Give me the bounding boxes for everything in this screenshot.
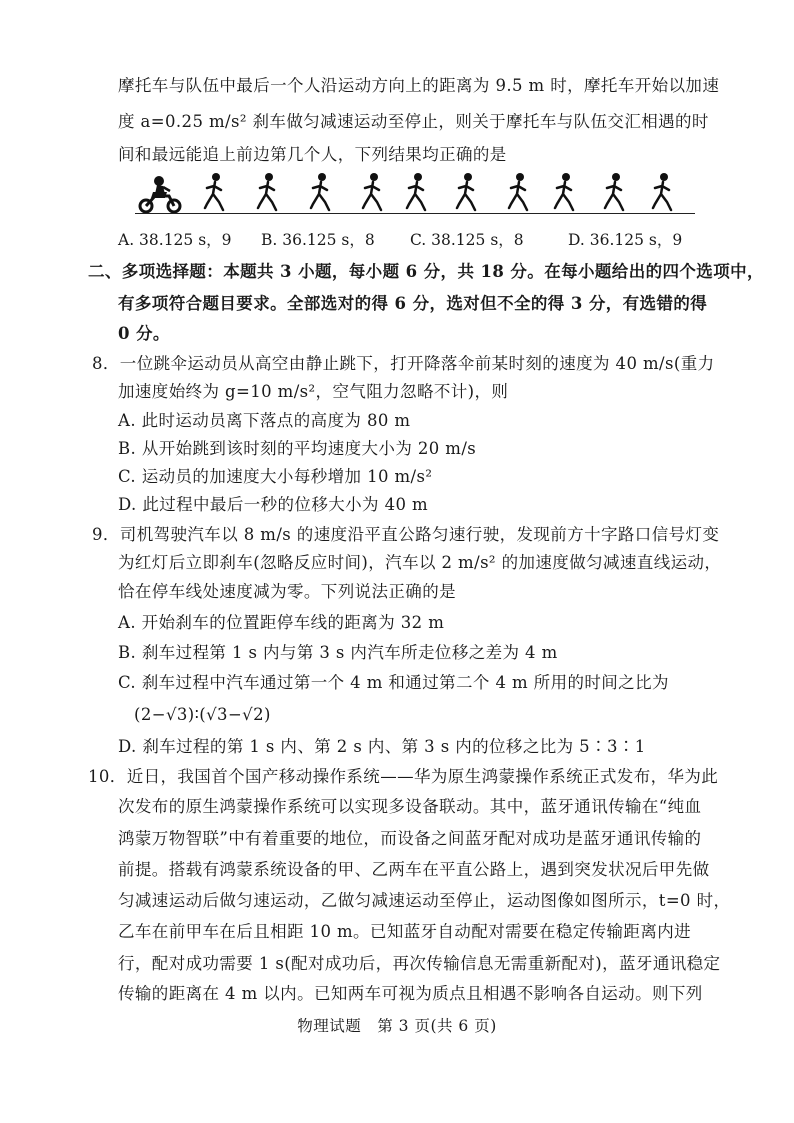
q7-line-1: 摩托车与队伍中最后一个人沿运动方向上的距离为 9.5 m 时，摩托车开始以加速 (118, 76, 720, 95)
q8-line-2: 加速度始终为 g=10 m/s²，空气阻力忽略不计)，则 (118, 382, 509, 401)
runner-icon (361, 172, 385, 212)
q7-option-a: A. 38.125 s，9 (118, 231, 232, 249)
runner-icon (405, 172, 429, 212)
runner-icon (203, 172, 227, 212)
q9-line-1: 9．司机驾驶汽车以 8 m/s 的速度沿平直公路匀速行驶，发现前方十字路口信号灯变 (92, 525, 720, 544)
page-footer: 物理试题 第 3 页(共 6 页) (297, 1017, 497, 1035)
q10-line-7: 行，配对成功需要 1 s(配对成功后，再次传输信息无需重新配对)，蓝牙通讯稳定 (118, 954, 721, 973)
q10-line-1: 10．近日，我国首个国产移动操作系统——华为原生鸿蒙操作系统正式发布，华为此 (88, 767, 719, 786)
runner-icon (553, 172, 577, 212)
q10-line-5: 匀减速运动后做匀速运动，乙做匀减速运动至停止，运动图像如图所示，t=0 时， (118, 891, 731, 910)
runner-icon (507, 172, 531, 212)
q8-line-1: 8．一位跳伞运动员从高空由静止跳下，打开降落伞前某时刻的速度为 40 m/s(重力 (92, 354, 715, 373)
q10-line-3: 鸿蒙万物智联”中有着重要的地位，而设备之间蓝牙配对成功是蓝牙通讯传输的 (118, 829, 702, 848)
q7-option-d: D. 36.125 s，9 (568, 231, 683, 249)
q7-line-3: 间和最远能追上前边第几个人，下列结果均正确的是 (118, 145, 507, 164)
q9-option-d: D. 刹车过程的第 1 s 内、第 2 s 内、第 3 s 内的位移之比为 5∶3∶1 (118, 737, 646, 756)
q7-line-2: 度 a=0.25 m/s² 刹车做匀减速运动至停止，则关于摩托车与队伍交汇相遇的时 (118, 112, 709, 131)
q8-option-a: A. 此时运动员离下落点的高度为 80 m (118, 411, 411, 430)
section-2-header-line-3: 0 分。 (118, 324, 170, 343)
runner-icon (256, 172, 280, 212)
q9-line-2: 为红灯后立即刹车(忽略反应时间)，汽车以 2 m/s² 的加速度做匀减速直线运动， (118, 553, 722, 572)
q10-line-4: 前提。搭载有鸿蒙系统设备的甲、乙两车在平直公路上，遇到突发状况后甲先做 (118, 860, 710, 879)
motorcycle-icon (137, 174, 183, 214)
q10-line-6: 乙车在前甲车在后且相距 10 m。已知蓝牙自动配对需要在稳定传输距离内进 (118, 922, 692, 941)
q9-option-c-ratio: (2−√3)∶(√3−√2) (134, 705, 271, 724)
runner-icon (651, 172, 675, 212)
q8-option-b: B. 从开始跳到该时刻的平均速度大小为 20 m/s (118, 439, 477, 458)
q7-option-b: B. 36.125 s，8 (261, 231, 375, 249)
q9-line-3: 恰在停车线处速度减为零。下列说法正确的是 (118, 582, 456, 601)
section-2-header-line-1: 二、多项选择题：本题共 3 小题，每小题 6 分，共 18 分。在每小题给出的四个选项中， (88, 262, 764, 281)
q8-option-c: C. 运动员的加速度大小每秒增加 10 m/s² (118, 467, 433, 486)
q9-option-b: B. 刹车过程第 1 s 内与第 3 s 内汽车所走位移之差为 4 m (118, 643, 558, 662)
ground-line (135, 213, 695, 214)
q7-options (118, 228, 738, 250)
motorcycle-queue-figure (135, 168, 695, 220)
q10-line-8: 传输的距离在 4 m 以内。已知两车可视为质点且相遇不影响各自运动。则下列 (118, 984, 703, 1003)
section-2-header-line-2: 有多项符合题目要求。全部选对的得 6 分，选对但不全的得 3 分，有选错的得 (118, 294, 708, 313)
runner-icon (455, 172, 479, 212)
q8-option-d: D. 此过程中最后一秒的位移大小为 40 m (118, 495, 429, 514)
runner-icon (603, 172, 627, 212)
q7-option-c: C. 38.125 s，8 (410, 231, 524, 249)
q9-option-c: C. 刹车过程中汽车通过第一个 4 m 和通过第二个 4 m 所用的时间之比为 (118, 673, 669, 692)
runner-icon (309, 172, 333, 212)
q10-line-2: 次发布的原生鸿蒙操作系统可以实现多设备联动。其中，蓝牙通讯传输在“纯血 (118, 797, 702, 816)
q9-option-a: A. 开始刹车的位置距停车线的距离为 32 m (118, 613, 445, 632)
